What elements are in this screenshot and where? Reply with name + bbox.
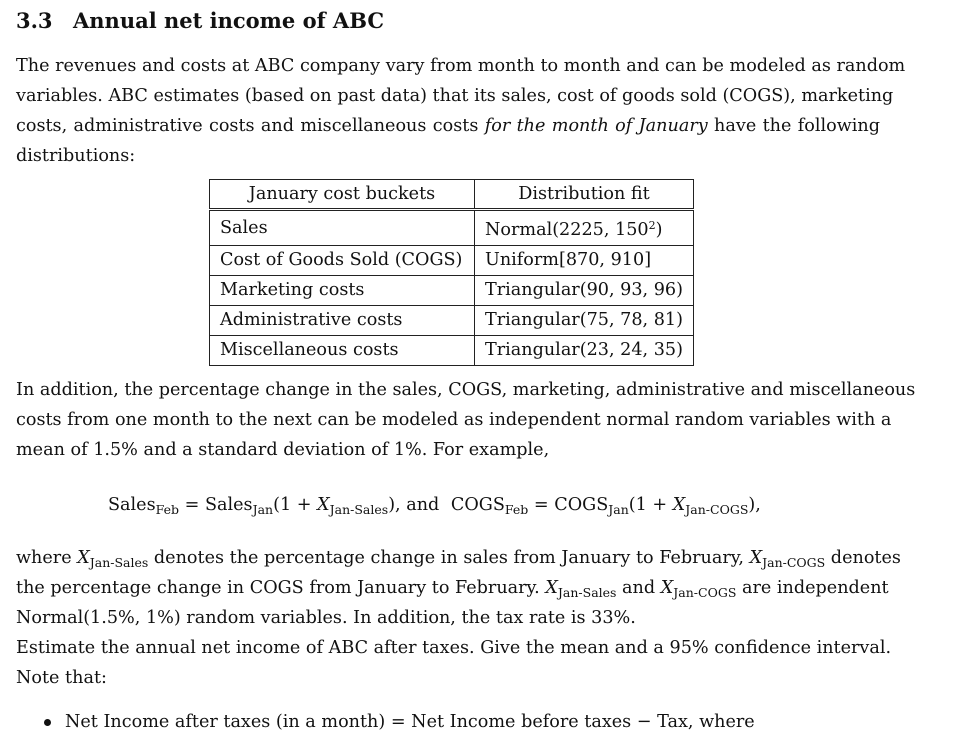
intro-line-3-end: have the following	[707, 116, 881, 136]
distribution-text: Normal(2225, 150	[485, 220, 649, 240]
list-item	[30, 707, 755, 737]
distribution-cell: Triangular(90, 93, 96)	[475, 276, 694, 306]
eq-cogs-jan: COGS	[554, 495, 609, 515]
intro-line-2: variables. ABC estimates (based on past data) that its sales, cost of goods sold (COGS), marketing	[16, 86, 894, 106]
eq-sales-feb: Sales	[108, 495, 156, 515]
inline-sub-jan-cogs-2: Jan-COGS	[673, 585, 737, 600]
eq-sub-jan-2: Jan	[608, 502, 629, 517]
cost-bucket-cell: Administrative costs	[210, 306, 475, 336]
cost-distribution-table	[209, 179, 694, 366]
cost-bucket-cell: Cost of Goods Sold (COGS)	[210, 246, 475, 276]
header-cost-buckets: January cost buckets	[210, 180, 475, 210]
eq-close-and: ), and	[388, 495, 445, 515]
eq-open: (1 +	[273, 495, 318, 515]
distribution-cell	[475, 210, 694, 246]
section-number: 3.3	[16, 8, 53, 33]
intro-emphasis: for the month of January	[484, 116, 708, 136]
eq-x-sales: X	[317, 495, 330, 515]
inline-sub-jan-sales: Jan-Sales	[89, 555, 149, 570]
cost-bucket-cell: Miscellaneous costs	[210, 336, 475, 366]
inline-x-2: X	[749, 548, 763, 568]
eq-sales-jan: Sales	[204, 495, 253, 515]
eq-sub-jan-cogs: Jan-COGS	[685, 502, 749, 517]
bullet-dot-icon	[44, 719, 51, 726]
intro-line-1: The revenues and costs at ABC company vary from month to month and can be modeled as random	[16, 56, 906, 76]
bullet-list	[30, 707, 755, 737]
bullet-text: Net Income after taxes (in a month) = Net Income before taxes − Tax, where	[65, 712, 755, 732]
inline-sub-jan-cogs: Jan-COGS	[762, 555, 826, 570]
para3-line-1	[16, 543, 901, 573]
distribution-cell: Triangular(75, 78, 81)	[475, 306, 694, 336]
para3-line-2-end: are independent	[736, 578, 889, 598]
inline-x-4: X	[660, 578, 674, 598]
eq-sub-jan: Jan	[252, 502, 274, 517]
table-header-row	[210, 180, 694, 210]
intro-line-3-start: costs, administrative costs and miscellaneous costs	[16, 116, 485, 136]
distribution-cell: Triangular(23, 24, 35)	[475, 336, 694, 366]
eq-close-end: ),	[748, 495, 761, 515]
intro-line-4: distributions:	[16, 146, 136, 166]
eq-open-2: (1 +	[628, 495, 673, 515]
inline-sub-jan-sales-2: Jan-Sales	[557, 585, 617, 600]
percentage-change-paragraph	[16, 375, 916, 465]
para2-line-2: costs from one month to the next can be modeled as independent normal random variables with a	[16, 410, 892, 430]
inline-x: X	[77, 548, 90, 568]
table-row	[210, 246, 694, 276]
header-distribution-fit: Distribution fit	[475, 180, 694, 210]
distribution-exponent: 2	[648, 219, 656, 232]
para3-text-2: denotes	[825, 548, 901, 568]
definitions-paragraph	[16, 543, 901, 693]
distribution-cell: Uniform[870, 910]	[475, 246, 694, 276]
para3-line-2	[16, 573, 889, 603]
eq-sub-feb: Feb	[155, 502, 180, 517]
intro-paragraph	[16, 51, 906, 171]
intro-line-3	[16, 111, 880, 141]
section-title: Annual net income of ABC	[73, 8, 385, 33]
para3-line-5: Note that:	[16, 668, 107, 688]
para2-line-3: mean of 1.5% and a standard deviation of 1%. For example,	[16, 440, 550, 460]
distribution-close: )	[655, 220, 663, 240]
cost-bucket-cell: Sales	[210, 210, 475, 246]
para3-text-1: denotes the percentage change in sales from January to February,	[148, 548, 750, 568]
para2-line-1: In addition, the percentage change in the sales, COGS, marketing, administrative and miscellaneous	[16, 380, 916, 400]
para3-line-4: Estimate the annual net income of ABC after taxes. Give the mean and a 95% confidence interval.	[16, 638, 892, 658]
eq-equals-2: =	[528, 495, 555, 515]
eq-equals: =	[179, 495, 205, 515]
table-row	[210, 336, 694, 366]
cost-bucket-cell: Marketing costs	[210, 276, 475, 306]
table-row	[210, 276, 694, 306]
inline-x-3: X	[545, 578, 558, 598]
para3-line-2-start: the percentage change in COGS from January to February.	[16, 578, 546, 598]
section-heading	[16, 8, 384, 33]
eq-sub-jan-sales: Jan-Sales	[329, 502, 389, 517]
eq-sub-feb-2: Feb	[504, 502, 529, 517]
table-row	[210, 306, 694, 336]
para3-line-3: Normal(1.5%, 1%) random variables. In addition, the tax rate is 33%.	[16, 608, 636, 628]
eq-x-cogs: X	[672, 495, 686, 515]
eq-cogs-feb: COGS	[450, 495, 505, 515]
display-equation	[108, 490, 761, 525]
table-row	[210, 210, 694, 246]
para3-and: and	[616, 578, 661, 598]
para3-where: where	[16, 548, 78, 568]
